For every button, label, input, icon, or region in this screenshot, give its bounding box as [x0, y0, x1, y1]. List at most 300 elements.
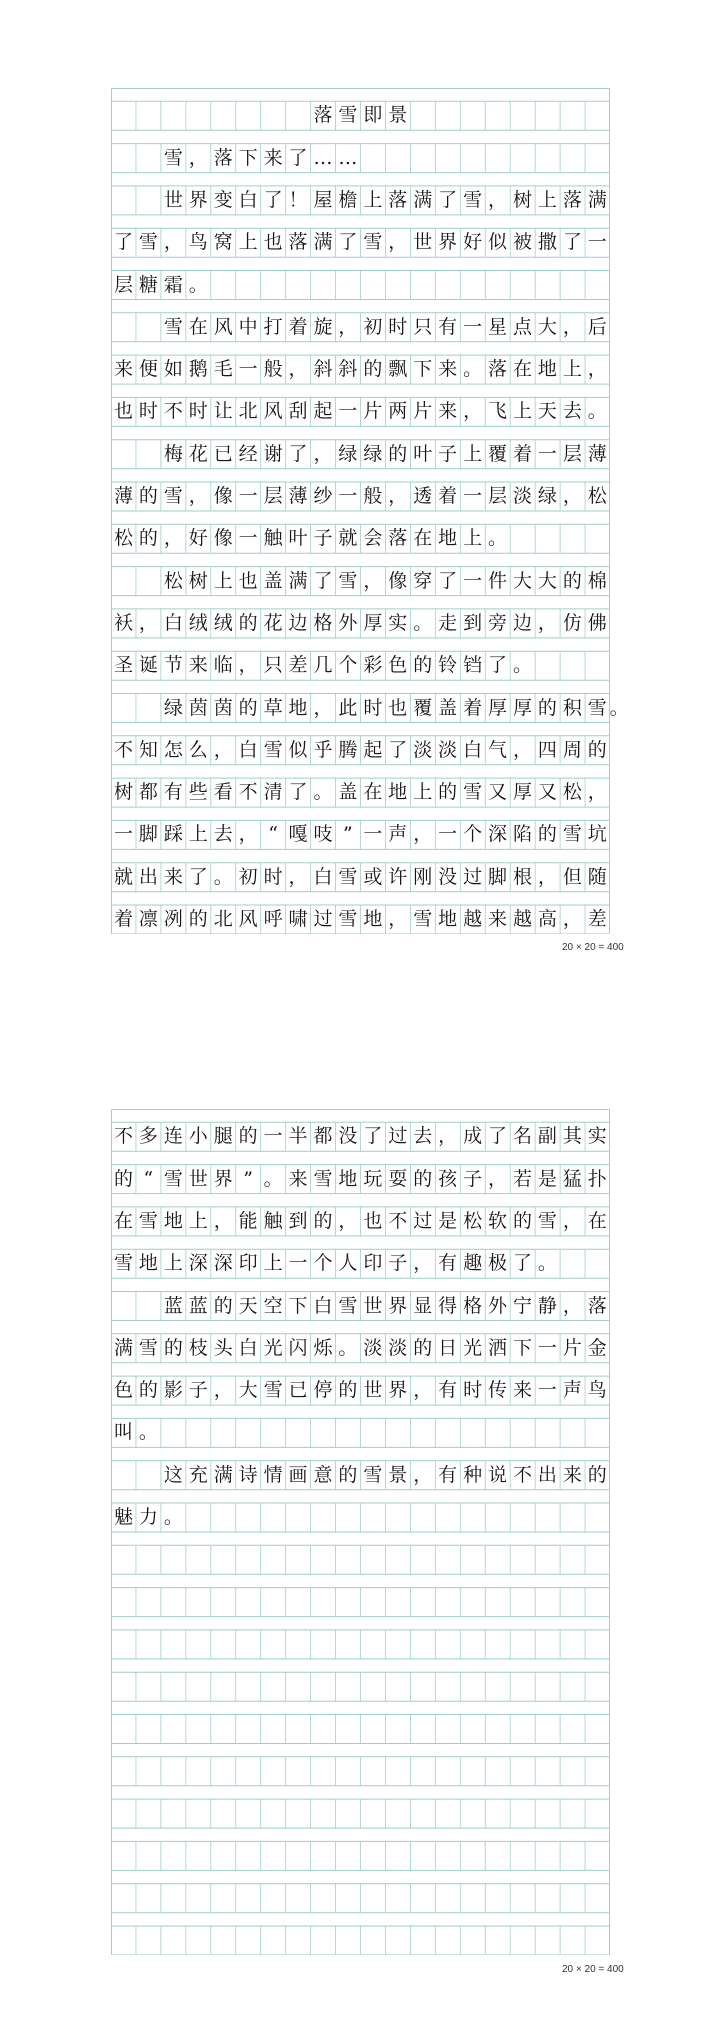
grid-cell [211, 271, 236, 300]
grid-cell: 满 [313, 231, 333, 254]
grid-cell [161, 1418, 186, 1447]
grid-cell [460, 144, 485, 173]
page-1-word-counter: 20 × 20 = 400 [562, 942, 624, 953]
grid-cell: 白 [313, 865, 333, 888]
grid-cell [186, 1884, 211, 1913]
grid-cell [261, 101, 286, 130]
grid-cell [261, 1630, 286, 1659]
grid-cell [585, 1926, 610, 1955]
grid-cell: 。 [213, 865, 233, 888]
grid-cell: 星 [488, 315, 508, 338]
grid-cell [186, 101, 211, 130]
grid-cell [585, 1757, 610, 1786]
grid-cell [460, 1545, 485, 1574]
grid-cell [311, 1926, 336, 1955]
grid-cell [360, 1757, 385, 1786]
grid-cell: 斜 [338, 358, 358, 381]
grid-cell: 旋 [313, 315, 333, 338]
grid-cell: 也 [238, 569, 258, 592]
grid-cell: 地 [288, 696, 308, 719]
grid-cell: 景 [388, 1463, 408, 1486]
grid-cell: 层 [263, 485, 283, 507]
grid-cell: 外 [338, 611, 358, 634]
grid-cell: ， [163, 527, 183, 550]
grid-cell [460, 271, 485, 300]
grid-cell [435, 1926, 460, 1955]
grid-cell: 影 [163, 1379, 183, 1402]
grid-cell: 软 [488, 1209, 508, 1232]
grid-row [111, 1926, 610, 1955]
grid-cell: 似 [288, 738, 308, 761]
grid-cell: 了 [363, 1125, 383, 1148]
grid-cell: 静 [537, 1294, 557, 1317]
grid-cell: 淡 [388, 1336, 408, 1359]
grid-cell: 绿 [537, 485, 557, 507]
grid-cell: 天 [537, 400, 557, 423]
grid-cell [335, 1926, 360, 1955]
grid-cell: 边 [288, 611, 308, 634]
grid-cell: 屋 [313, 188, 333, 211]
grid-cell: 有 [438, 315, 458, 338]
grid-cell [535, 271, 560, 300]
grid-cell: 随 [587, 865, 607, 888]
grid-cell: 。 [263, 1167, 283, 1190]
grid-cell: 极 [488, 1252, 508, 1275]
grid-cell: 个 [463, 823, 483, 846]
grid-cell: 的 [587, 1463, 607, 1486]
grid-cell: 大 [537, 569, 557, 592]
grid-cell: 的 [537, 696, 557, 719]
grid-cell [111, 1588, 136, 1617]
grid-cell [360, 1926, 385, 1955]
grid-cell: 的 [388, 442, 408, 465]
grid-cell: 雪 [113, 1252, 133, 1275]
grid-cell: 在 [113, 1209, 133, 1232]
grid-cell: 雪 [463, 188, 483, 211]
grid-cell: 有 [438, 1252, 458, 1275]
grid-cell: ， [562, 1294, 582, 1317]
grid-cell [510, 1926, 535, 1955]
grid-cell: 来 [562, 1463, 582, 1486]
grid-cell: 一 [338, 400, 358, 423]
grid-cell [410, 1588, 435, 1617]
grid-cell: ， [512, 738, 532, 761]
grid-cell: 层 [113, 273, 133, 296]
grid-row [111, 1672, 610, 1701]
grid-cell [261, 1672, 286, 1701]
grid-cell: 纱 [313, 485, 333, 507]
grid-cell [360, 144, 385, 173]
grid-cell [286, 1630, 311, 1659]
grid-cell [560, 1545, 585, 1574]
grid-cell: 初 [238, 865, 258, 888]
grid-cell: 大 [537, 315, 557, 338]
grid-cell: 白 [238, 188, 258, 211]
grid-row [111, 609, 610, 638]
grid-cell [311, 1672, 336, 1701]
grid-cell: 片 [363, 400, 383, 423]
grid-cell: 上 [463, 527, 483, 550]
grid-cell [261, 1715, 286, 1744]
grid-cell: 这 [163, 1463, 183, 1486]
grid-cell [510, 101, 535, 130]
grid-cell [311, 1503, 336, 1532]
grid-cell: 即 [363, 104, 383, 127]
grid-cell [560, 144, 585, 173]
grid-cell [136, 1757, 161, 1786]
grid-cell [311, 1799, 336, 1828]
grid-cell [585, 1503, 610, 1532]
grid-cell: ， [188, 485, 208, 507]
grid-cell [385, 1799, 410, 1828]
grid-cell: 但 [562, 865, 582, 888]
grid-cell: 的 [537, 823, 557, 846]
grid-cell [261, 1884, 286, 1913]
grid-cell [585, 1545, 610, 1574]
grid-cell [510, 144, 535, 173]
grid-cell: 也 [263, 231, 283, 254]
grid-row [111, 228, 610, 257]
grid-cell: 松 [562, 781, 582, 804]
grid-cell: 。 [463, 358, 483, 381]
grid-cell [510, 1672, 535, 1701]
grid-cell: 后 [587, 315, 607, 338]
grid-cell: 来 [512, 1379, 532, 1402]
grid-cell [410, 1672, 435, 1701]
grid-cell [585, 101, 610, 130]
grid-cell [385, 144, 410, 173]
grid-cell: 雪 [338, 104, 358, 127]
grid-cell: 不 [163, 400, 183, 423]
grid-cell: 世 [413, 231, 433, 254]
grid-row: 绿 茵 茵 的 草 地 ， 此 时 也 覆 盖 着 厚 厚 的 积 雪 。 [111, 694, 610, 723]
grid-cell: 飘 [388, 358, 408, 381]
grid-cell: 子 [388, 1252, 408, 1275]
grid-cell: 雪 [163, 1167, 183, 1190]
grid-row [111, 1292, 610, 1321]
grid-cell: 一 [463, 485, 483, 507]
grid-cell [585, 1588, 610, 1617]
grid-cell: 薄 [113, 485, 133, 507]
grid-cell: 蓝 [163, 1294, 183, 1317]
grid-cell: 落 [213, 146, 233, 169]
grid-row [111, 1545, 610, 1574]
grid-cell: 乎 [313, 738, 333, 761]
grid-cell [435, 1545, 460, 1574]
grid-cell [560, 1630, 585, 1659]
grid-cell [136, 1841, 161, 1870]
grid-cell [510, 1503, 535, 1532]
grid-cell: 棉 [587, 569, 607, 592]
grid-cell: 薄 [587, 442, 607, 465]
grid-cell: 了 [288, 146, 308, 169]
manuscript-page-2 [111, 1109, 610, 1955]
grid-cell: 风 [213, 315, 233, 338]
grid-cell: 地 [163, 1209, 183, 1232]
grid-cell: ， [413, 823, 433, 846]
grid-cell: ， [463, 400, 483, 423]
grid-cell [111, 144, 136, 173]
grid-cell [535, 101, 560, 130]
grid-cell [360, 1799, 385, 1828]
grid-cell [535, 1545, 560, 1574]
grid-cell: 都 [138, 781, 158, 804]
grid-cell [161, 1630, 186, 1659]
grid-cell: 花 [263, 611, 283, 634]
grid-cell: 半 [288, 1125, 308, 1148]
grid-cell: 耍 [388, 1167, 408, 1190]
grid-cell [385, 1588, 410, 1617]
grid-cell: 也 [113, 400, 133, 423]
grid-cell: 着 [113, 908, 133, 930]
grid-row [111, 144, 610, 173]
grid-cell: 着 [512, 442, 532, 465]
grid-cell: 一 [113, 823, 133, 846]
grid-cell: 此 [338, 696, 358, 719]
grid-cell [111, 186, 136, 215]
grid-cell: 世 [363, 1379, 383, 1402]
grid-cell [111, 1926, 136, 1955]
grid-cell: 的 [163, 1336, 183, 1359]
grid-cell: 连 [163, 1125, 183, 1148]
grid-cell [385, 1841, 410, 1870]
grid-cell [460, 101, 485, 130]
grid-cell: 上 [213, 569, 233, 592]
grid-cell [111, 313, 136, 342]
grid-cell [335, 1630, 360, 1659]
grid-cell [585, 1799, 610, 1828]
grid-cell [485, 1799, 510, 1828]
grid-cell [410, 144, 435, 173]
grid-lines-page-1 [111, 88, 610, 934]
grid-cell: 铃 [438, 654, 458, 677]
grid-cell: 地 [138, 1252, 158, 1275]
grid-cell: 根 [512, 865, 532, 888]
grid-cell [136, 1799, 161, 1828]
grid-cell: 着 [438, 485, 458, 507]
grid-cell [161, 1757, 186, 1786]
grid-cell [485, 1884, 510, 1913]
grid-cell: 的 [413, 1336, 433, 1359]
grid-cell [410, 1715, 435, 1744]
grid-cell [186, 1503, 211, 1532]
grid-cell: 点 [512, 315, 532, 338]
grid-cell: 绿 [338, 442, 358, 465]
grid-cell [335, 1841, 360, 1870]
grid-cell [261, 1503, 286, 1532]
grid-cell: 印 [363, 1252, 383, 1275]
grid-cell [560, 1799, 585, 1828]
grid-cell: 一 [463, 569, 483, 592]
grid-cell: 。 [413, 611, 433, 634]
grid-cell: 两 [388, 400, 408, 423]
grid-cell [311, 1418, 336, 1447]
grid-cell [435, 144, 460, 173]
grid-cell [335, 1715, 360, 1744]
grid-cell [286, 1799, 311, 1828]
grid-cell: 多 [138, 1125, 158, 1148]
grid-cell: 的 [562, 569, 582, 592]
grid-cell: 过 [313, 908, 333, 930]
grid-cell: 个 [313, 1252, 333, 1275]
grid-cell [111, 1799, 136, 1828]
grid-cell: 日 [438, 1336, 458, 1359]
grid-cell [435, 1757, 460, 1786]
grid-cell: 层 [562, 442, 582, 465]
grid-cell: 气 [488, 738, 508, 761]
grid-cell [560, 271, 585, 300]
grid-cell: 格 [463, 1294, 483, 1317]
grid-cell: 淡 [413, 738, 433, 761]
grid-cell: 上 [188, 1209, 208, 1232]
grid-cell: 来 [288, 1167, 308, 1190]
grid-cell [560, 1418, 585, 1447]
grid-cell [136, 694, 161, 723]
grid-cell [510, 1841, 535, 1870]
grid-cell: 厚 [512, 781, 532, 804]
grid-cell: 松 [463, 1209, 483, 1232]
grid-cell [460, 1799, 485, 1828]
grid-cell: 雪 [138, 1209, 158, 1232]
grid-cell [435, 1884, 460, 1913]
grid-cell: 的 [413, 654, 433, 677]
grid-cell [460, 1503, 485, 1532]
grid-row [111, 863, 610, 892]
grid-cell [335, 271, 360, 300]
grid-cell [410, 1418, 435, 1447]
grid-cell: 都 [313, 1125, 333, 1148]
grid-cell: 时 [363, 696, 383, 719]
grid-cell: 斜 [313, 358, 333, 381]
grid-cell [535, 1884, 560, 1913]
grid-row [111, 440, 610, 469]
grid-cell [385, 1418, 410, 1447]
grid-cell: 扑 [587, 1167, 607, 1190]
grid-cell: 雪 [338, 1294, 358, 1317]
grid-cell: 印 [238, 1252, 258, 1275]
grid-cell: 清 [263, 781, 283, 804]
grid-cell: 色 [113, 1379, 133, 1402]
grid-cell: 层 [488, 485, 508, 507]
grid-cell: 来 [163, 865, 183, 888]
grid-cell [510, 1799, 535, 1828]
grid-cell [360, 1715, 385, 1744]
grid-cell: 雪 [562, 823, 582, 846]
grid-cell: 高 [537, 908, 557, 930]
grid-cell: 让 [213, 400, 233, 423]
grid-cell: 色 [388, 654, 408, 677]
grid-cell: 梅 [163, 442, 183, 465]
grid-cell: 格 [313, 611, 333, 634]
grid-cell: 的 [213, 1294, 233, 1317]
grid-cell: 些 [188, 781, 208, 804]
grid-cell: 副 [537, 1125, 557, 1148]
grid-row [111, 1418, 610, 1447]
grid-cell: 下 [413, 358, 433, 381]
grid-cell: 已 [288, 1379, 308, 1402]
grid-cell: 一 [338, 485, 358, 507]
grid-cell [585, 1672, 610, 1701]
grid-cell: 旁 [488, 611, 508, 634]
grid-cell: 的 [113, 1167, 133, 1190]
grid-cell: 深 [213, 1252, 233, 1275]
grid-cell [111, 1715, 136, 1744]
grid-cell: 。 [188, 273, 208, 296]
grid-cell: 宁 [512, 1294, 532, 1317]
grid-cell: 上 [163, 1252, 183, 1275]
grid-cell: 糖 [138, 273, 158, 296]
grid-cell [410, 1757, 435, 1786]
grid-cell [311, 1588, 336, 1617]
grid-cell [136, 1461, 161, 1490]
grid-cell: 周 [562, 738, 582, 761]
grid-cell [236, 1418, 261, 1447]
grid-cell: 诗 [238, 1463, 258, 1486]
grid-cell: 小 [188, 1125, 208, 1148]
grid-cell: 片 [562, 1336, 582, 1359]
grid-cell: 地 [438, 527, 458, 550]
grid-cell [435, 1672, 460, 1701]
grid-cell [186, 1799, 211, 1828]
grid-cell [136, 1884, 161, 1913]
grid-cell [335, 1418, 360, 1447]
grid-cell: 子 [313, 527, 333, 550]
grid-cell: 雪 [263, 738, 283, 761]
grid-cell [136, 1630, 161, 1659]
grid-cell [510, 1715, 535, 1744]
grid-cell [136, 1926, 161, 1955]
grid-cell: 般 [263, 358, 283, 381]
grid-row [111, 651, 610, 680]
grid-cell: 落 [313, 104, 333, 127]
grid-cell [560, 1926, 585, 1955]
grid-cell [535, 1841, 560, 1870]
grid-cell: 打 [263, 315, 283, 338]
grid-cell: 趣 [463, 1252, 483, 1275]
grid-cell [510, 1884, 535, 1913]
grid-cell: 落 [288, 231, 308, 254]
grid-cell: ， [313, 442, 333, 465]
grid-cell: 的 [138, 527, 158, 550]
grid-cell: 的 [338, 1379, 358, 1402]
grid-cell: 满 [213, 1463, 233, 1486]
grid-cell: 刮 [288, 400, 308, 423]
grid-cell: 满 [113, 1336, 133, 1359]
grid-cell: 雪 [363, 231, 383, 254]
grid-cell [560, 101, 585, 130]
grid-cell: 好 [463, 231, 483, 254]
grid-cell [385, 1503, 410, 1532]
grid-cell: 覆 [488, 442, 508, 465]
grid-cell: 盖 [338, 781, 358, 804]
grid-cell: 实 [587, 1125, 607, 1148]
grid-cell [161, 1715, 186, 1744]
grid-cell: 的 [238, 696, 258, 719]
grid-cell: 起 [363, 738, 383, 761]
grid-cell [535, 524, 560, 553]
grid-cell: 上 [463, 442, 483, 465]
grid-cell [335, 1545, 360, 1574]
grid-cell: 时 [388, 315, 408, 338]
grid-cell [410, 1884, 435, 1913]
grid-cell [435, 1418, 460, 1447]
grid-cell [460, 1757, 485, 1786]
grid-cell: 的 [138, 485, 158, 507]
grid-row [111, 1249, 610, 1278]
grid-cell: 出 [537, 1463, 557, 1486]
grid-cell [485, 1672, 510, 1701]
grid-cell: 看 [213, 781, 233, 804]
